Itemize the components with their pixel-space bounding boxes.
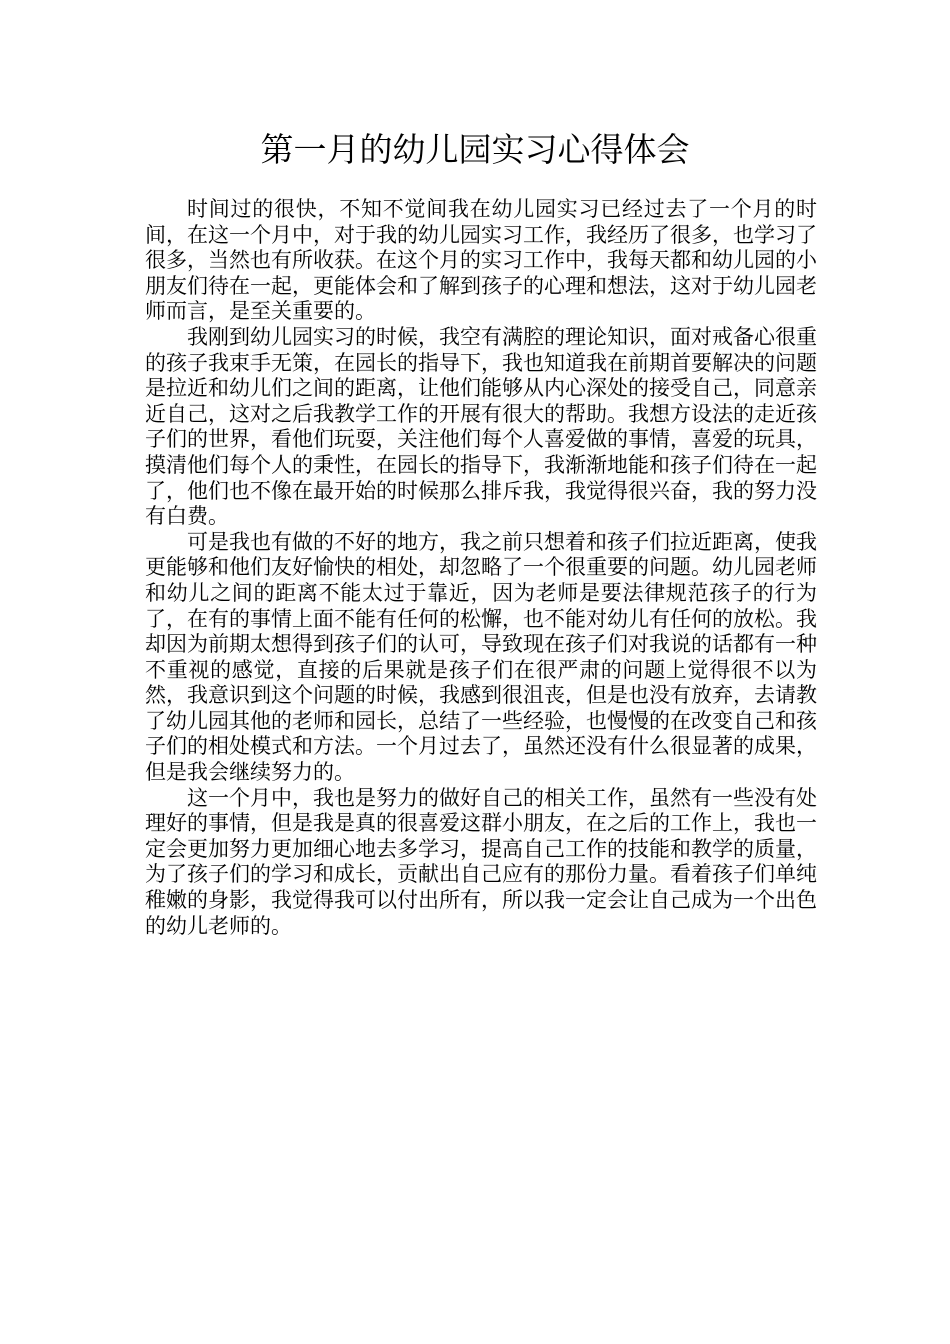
paragraph-1: 时间过的很快，不知不觉间我在幼儿园实习已经过去了一个月的时间，在这一个月中，对于我的幼儿园实习工作，我经历了很多，也学习了很多，当然也有所收获。在这个月的实习工作中，我每天都和幼儿园的小朋友们待在一起，更能体会和了解到孩子的心理和想法，这对于幼儿园老师而言，是至关重要的。 (145, 197, 817, 324)
paragraph-2: 我刚到幼儿园实习的时候，我空有满腔的理论知识，面对戒备心很重的孩子我束手无策，在园长的指导下，我也知道我在前期首要解决的问题是拉近和幼儿们之间的距离，让他们能够从内心深处的接受自己，同意亲近自己，这对之后我教学工作的开展有很大的帮助。我想方设法的走近孩子们的世界，看他们玩耍，关注他们每个人喜爱做的事情，喜爱的玩具，摸清他们每个人的秉性，在园长的指导下，我渐渐地能和孩子们待在一起了，他们也不像在最开始的时候那么排斥我，我觉得很兴奋，我的努力没有白费。 (145, 324, 817, 529)
paragraph-3: 可是我也有做的不好的地方，我之前只想着和孩子们拉近距离，使我更能够和他们友好愉快的相处，却忽略了一个很重要的问题。幼儿园老师和幼儿之间的距离不能太过于靠近，因为老师是要法律规范孩子的行为了，在有的事情上面不能有任何的松懈，也不能对幼儿有任何的放松。我却因为前期太想得到孩子们的认可，导致现在孩子们对我说的话都有一种不重视的感觉，直接的后果就是孩子们在很严肃的问题上觉得很不以为然，我意识到这个问题的时候，我感到很沮丧，但是也没有放弃，去请教了幼儿园其他的老师和园长，总结了一些经验，也慢慢的在改变自己和孩子们的相处模式和方法。一个月过去了，虽然还没有什么很显著的成果，但是我会继续努力的。 (145, 529, 817, 785)
paragraph-4: 这一个月中，我也是努力的做好自己的相关工作，虽然有一些没有处理好的事情，但是我是真的很喜爱这群小朋友，在之后的工作上，我也一定会更加努力更加细心地去多学习，提高自己工作的技能和教学的质量，为了孩子们的学习和成长，贡献出自己应有的那份力量。看着孩子们单纯稚嫩的身影，我觉得我可以付出所有，所以我一定会让自己成为一个出色的幼儿老师的。 (145, 785, 817, 938)
document-body (145, 197, 817, 939)
document-title: 第一月的幼儿园实习心得体会 (260, 130, 690, 169)
